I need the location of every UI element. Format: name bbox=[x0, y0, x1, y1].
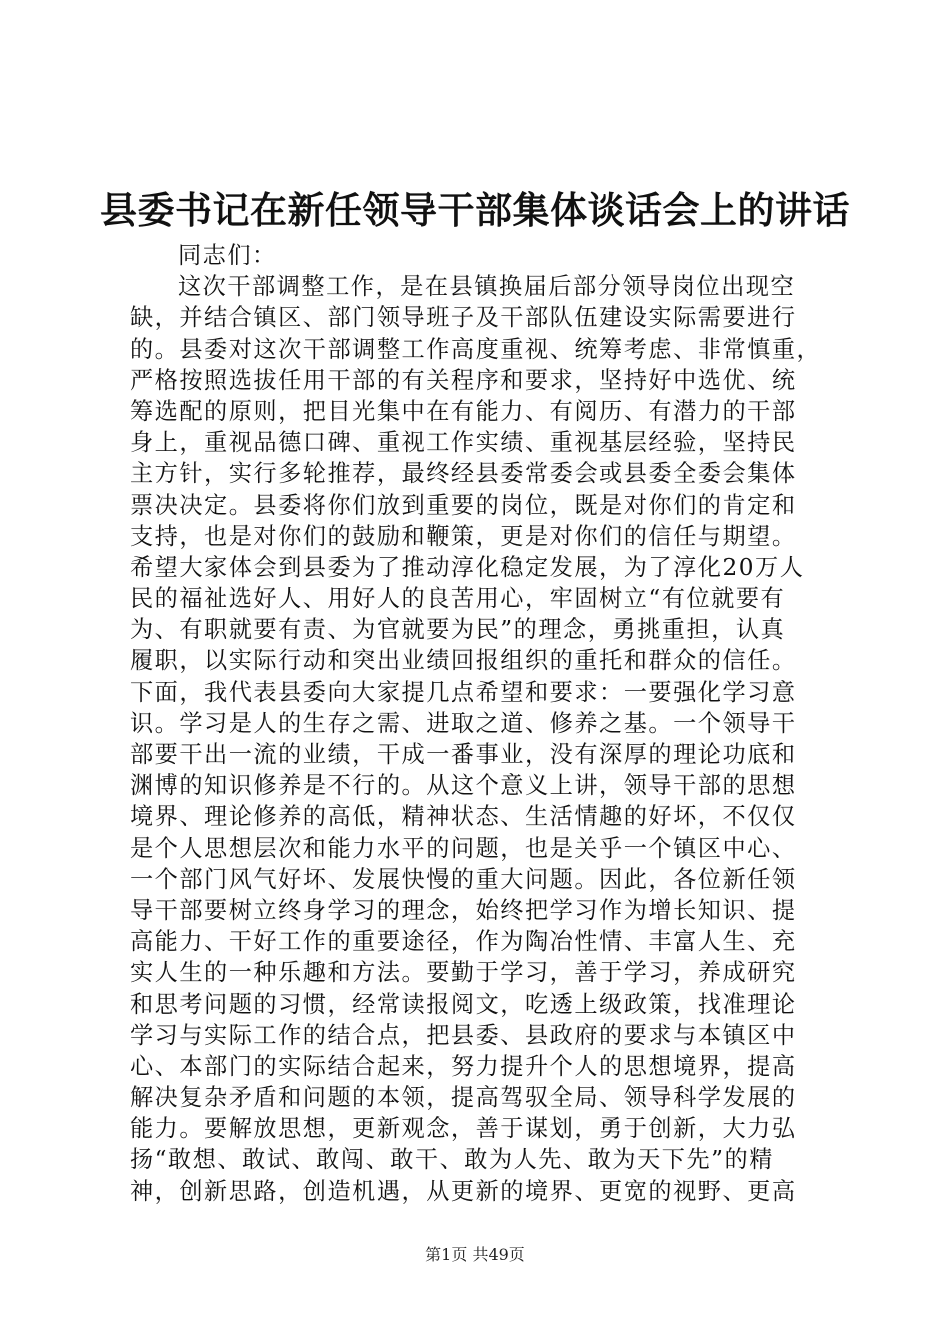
text-line: 扬“敢想、敢试、敢闯、敢干、敢为人先、敢为天下先”的精 bbox=[130, 1146, 774, 1174]
text-line: 民的福祉选好人、用好人的良苦用心，牢固树立“有位就要有 bbox=[130, 585, 786, 613]
document-title: 县委书记在新任领导干部集体谈话会上的讲话 bbox=[100, 188, 850, 232]
text-line: 身上，重视品德口碑、重视工作实绩、重视基层经验，坚持民 bbox=[130, 429, 797, 457]
text-line: 希望大家体会到县委为了推动淳化稳定发展，为了淳化20万人 bbox=[130, 553, 805, 581]
text-line: 为、有职就要有责、为官就要为民”的理念，勇挑重担，认真 bbox=[130, 616, 786, 644]
text-line: 是个人思想层次和能力水平的问题，也是关乎一个镇区中心、 bbox=[130, 834, 797, 862]
text-line: 识。学习是人的生存之需、进取之道、修养之基。一个领导干 bbox=[130, 709, 797, 737]
text-line: 支持，也是对你们的鼓励和鞭策，更是对你们的信任与期望。 bbox=[130, 522, 797, 550]
greeting-line: 同志们： bbox=[178, 242, 277, 269]
text-line: 神，创新思路，创造机遇，从更新的境界、更宽的视野、更高 bbox=[130, 1177, 797, 1205]
text-line: 履职，以实际行动和突出业绩回报组织的重托和群众的信任。 bbox=[130, 647, 797, 675]
text-line: 一个部门风气好坏、发展快慢的重大问题。因此，各位新任领 bbox=[130, 865, 797, 893]
text-line: 心、本部门的实际结合起来，努力提升个人的思想境界，提高 bbox=[130, 1052, 797, 1080]
text-line: 能力。要解放思想，更新观念，善于谋划，勇于创新，大力弘 bbox=[130, 1115, 797, 1143]
text-line: 境界、理论修养的高低，精神状态、生活情趣的好坏，不仅仅 bbox=[130, 803, 797, 831]
document-body bbox=[130, 240, 830, 1207]
text-line: 高能力、干好工作的重要途径，作为陶冶性情、丰富人生、充 bbox=[130, 928, 797, 956]
text-line: 导干部要树立终身学习的理念，始终把学习作为增长知识、提 bbox=[130, 896, 797, 924]
text-line: 的。县委对这次干部调整工作高度重视、统筹考虑、非常慎重， bbox=[130, 335, 822, 363]
text-line: 严格按照选拔任用干部的有关程序和要求，坚持好中选优、统 bbox=[130, 366, 797, 394]
text-line: 主方针，实行多轮推荐，最终经县委常委会或县委全委会集体 bbox=[130, 460, 797, 488]
text-line: 部要干出一流的业绩，干成一番事业，没有深厚的理论功底和 bbox=[130, 741, 797, 768]
text-line: 渊博的知识修养是不行的。从这个意义上讲，领导干部的思想 bbox=[130, 772, 797, 800]
text-line: 解决复杂矛盾和问题的本领，提高驾驭全局、领导科学发展的 bbox=[130, 1084, 797, 1112]
text-line: 票决决定。县委将你们放到重要的岗位，既是对你们的肯定和 bbox=[130, 491, 797, 519]
text-line: 学习与实际工作的结合点，把县委、县政府的要求与本镇区中 bbox=[130, 1021, 797, 1049]
text-line: 缺，并结合镇区、部门领导班子及干部队伍建设实际需要进行 bbox=[130, 304, 797, 332]
page-footer: 第1页 共49页 bbox=[425, 1245, 525, 1264]
text-line: 实人生的一种乐趣和方法。要勤于学习，善于学习，养成研究 bbox=[130, 959, 797, 987]
text-line: 和思考问题的习惯，经常读报阅文，吃透上级政策，找准理论 bbox=[130, 990, 797, 1018]
text-line: 这次干部调整工作，是在县镇换届后部分领导岗位出现空 bbox=[178, 273, 796, 301]
text-line: 下面，我代表县委向大家提几点希望和要求：一要强化学习意 bbox=[130, 678, 797, 706]
text-line: 筹选配的原则，把目光集中在有能力、有阅历、有潜力的干部 bbox=[130, 397, 797, 425]
